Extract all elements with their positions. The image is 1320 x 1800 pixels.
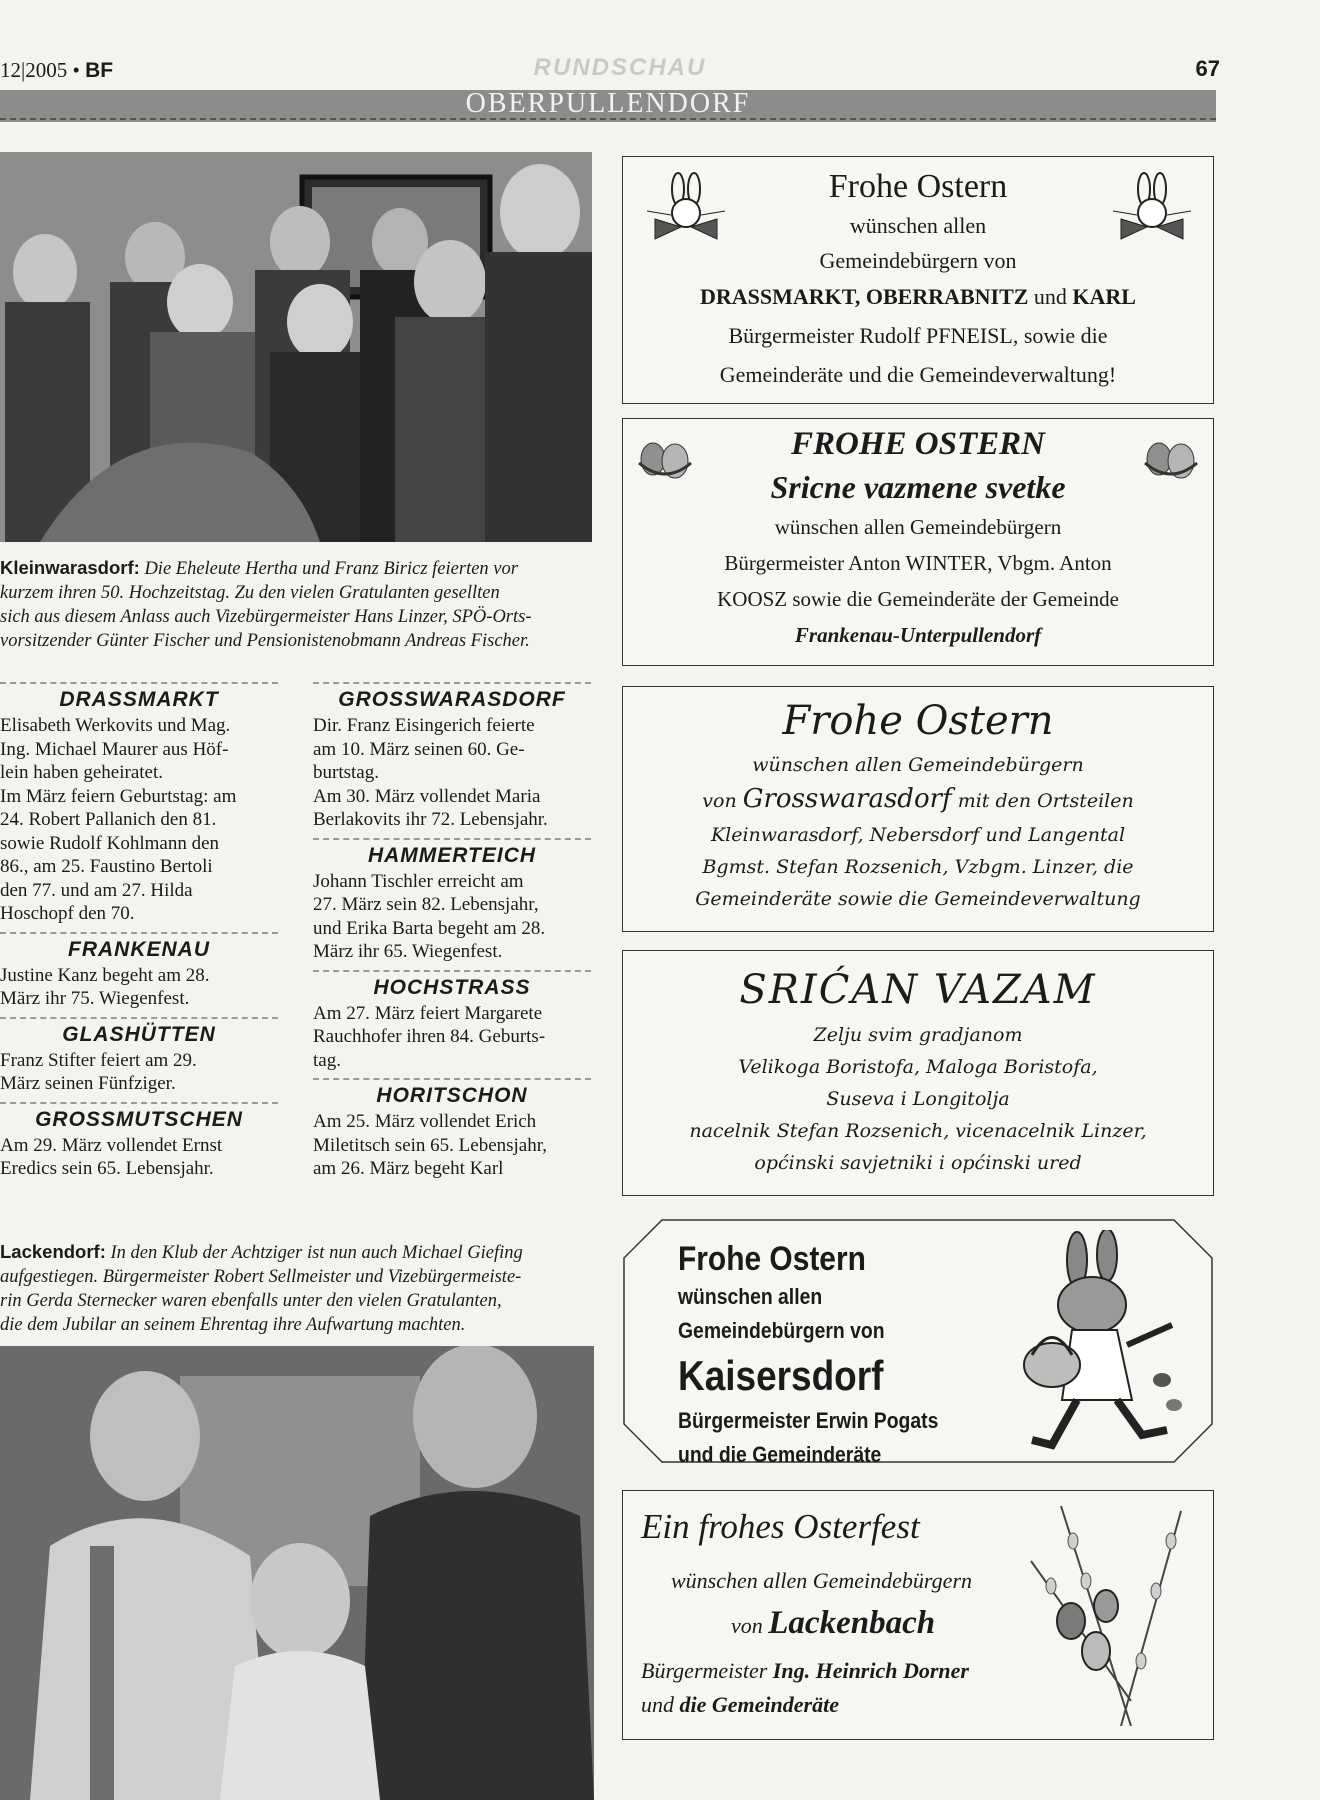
section-title: OBERPULLENDORF	[465, 88, 751, 119]
issue-code: BF	[85, 59, 114, 82]
body-line: am 26. März begeht Karl	[313, 1158, 504, 1179]
magazine-brand: RUNDSCHAU	[533, 54, 707, 81]
catkin-eggs-icon	[1021, 1501, 1201, 1726]
ad-line: Frankenau-Unterpullendorf	[794, 623, 1042, 647]
ad-strong: Ing. Heinrich Dorner	[772, 1658, 969, 1683]
body-line: März ihr 65. Wiegenfest.	[313, 941, 503, 962]
ad-place: Kaisersdorf	[678, 1352, 884, 1399]
column-left	[0, 682, 278, 1181]
ad-text: von	[702, 790, 743, 812]
ad-drassmarkt	[622, 156, 1214, 404]
body-line: 24. Robert Pallanich den 81.	[0, 809, 217, 830]
ad-strong: die Gemeinderäte	[679, 1692, 839, 1717]
body-line: Am 27. März feiert Margarete	[313, 1002, 543, 1024]
section-body	[0, 714, 278, 926]
body-line: Hoschopf den 70.	[0, 903, 135, 924]
section-body	[313, 1110, 591, 1181]
ad-boristofa	[622, 950, 1214, 1196]
ad-lackenbach	[622, 1490, 1214, 1740]
ad-line: wünschen allen Gemeindebürgern	[752, 754, 1084, 776]
ad-line: KOOSZ sowie die Gemeinderäte der Gemeinde	[717, 587, 1119, 611]
section-heading: GLASHÜTTEN	[0, 1017, 278, 1049]
ad-line: Bgmst. Stefan Rozsenich, Vzbgm. Linzer, die	[702, 856, 1134, 878]
body-line: März ihr 75. Wiegenfest.	[0, 988, 190, 1009]
section-body	[0, 1049, 278, 1096]
ad-line: wünschen allen Gemeindebürgern	[774, 515, 1062, 539]
ad-line: und die Gemeinderäte	[678, 1442, 882, 1467]
ad-title: Frohe Ostern	[678, 1240, 866, 1278]
ad-place: Grosswarasdorf	[742, 784, 952, 814]
page-number: 67	[1195, 56, 1220, 81]
caption-kleinwarasdorf	[0, 556, 600, 653]
section-heading: DRASSMARKT	[0, 682, 278, 714]
section-body	[0, 1134, 278, 1181]
body-line: lein haben geheiratet.	[0, 762, 164, 783]
section-heading: GROSSMUTSCHEN	[0, 1102, 278, 1134]
ad-kaisersdorf	[622, 1218, 1214, 1467]
easter-bunny-icon	[1111, 171, 1193, 249]
ad-line: Gemeinderäte sowie die Gemeindeverwaltung	[695, 888, 1141, 910]
ad-line: Suseva i Longitolja	[826, 1088, 1010, 1110]
ad-line: wünschen allen	[849, 213, 987, 238]
ad-line	[623, 781, 1213, 819]
body-line: tag.	[313, 1049, 341, 1071]
column-right	[313, 682, 591, 1181]
ad-line: Velikoga Boristofa, Maloga Boristofa,	[738, 1056, 1098, 1078]
photo-lackendorf	[0, 1346, 594, 1800]
group-photo-kleinwarasdorf	[0, 152, 592, 542]
caption-line: In den Klub der Achtziger ist nun auch Michael Giefing	[110, 1243, 523, 1263]
body-line: 86., am 25. Faustino Bertoli	[0, 856, 213, 877]
easter-eggs-icon	[635, 433, 695, 481]
body-line: Ing. Michael Maurer aus Höf-	[0, 738, 229, 760]
ad-title: Frohe Ostern	[828, 168, 1008, 205]
ad-line: Zelju svim gradjanom	[813, 1024, 1023, 1046]
caption-line: die dem Jubilar an seinem Ehrentag ihre Aufwartung machten.	[0, 1315, 466, 1335]
section-body	[313, 870, 591, 964]
body-line: Justine Kanz begeht am 28.	[0, 964, 210, 986]
body-line: und Erika Barta begeht am 28.	[313, 917, 546, 939]
body-line: Miletitsch sein 65. Lebensjahr,	[313, 1134, 548, 1156]
ad-title: Ein frohes Osterfest	[641, 1507, 920, 1546]
caption-lackendorf	[0, 1240, 600, 1337]
easter-bunny-icon	[645, 171, 727, 249]
ad-text: mit den Ortsteilen	[951, 790, 1134, 812]
body-line: Eredics sein 65. Lebensjahr.	[0, 1158, 214, 1179]
caption-line: sich aus diesem Anlass auch Vizebürgermeister Hans Linzer, SPÖ-Orts-	[0, 607, 532, 627]
body-line: Am 29. März vollendet Ernst	[0, 1134, 223, 1156]
body-line: burtstag.	[313, 762, 379, 783]
section-heading: GROSSWARASDORF	[313, 682, 591, 714]
body-line: den 77. und am 27. Hilda	[0, 879, 193, 901]
section-body	[0, 964, 278, 1011]
ad-line: općinski savjetniki i općinski ured	[754, 1152, 1082, 1174]
body-line: Johann Tischler erreicht am	[313, 870, 524, 892]
section-heading: HAMMERTEICH	[313, 838, 591, 870]
caption-line: Die Eheleute Hertha und Franz Biricz feierten vor	[144, 559, 518, 579]
ad-line: Gemeindebürgern von	[678, 1318, 885, 1343]
ad-line: Bürgermeister Anton WINTER, Vbgm. Anton	[724, 551, 1112, 575]
ad-line: nacelnik Stefan Rozsenich, vicenacelnik Linzer,	[689, 1120, 1147, 1142]
issue-separator: •	[72, 58, 80, 82]
section-heading: HOCHSTRASS	[313, 970, 591, 1002]
issue-number: 12|2005	[0, 58, 68, 82]
ad-text: und	[1028, 284, 1073, 309]
body-line: Berlakovits ihr 72. Lebensjahr.	[313, 809, 548, 830]
caption-line: vorsitzender Günter Fischer und Pensionistenobmann Andreas Fischer.	[0, 631, 530, 651]
ad-frankenau	[622, 418, 1214, 666]
ad-line: Gemeindebürgern von	[819, 248, 1017, 273]
ad-strong: KARL	[1072, 284, 1136, 309]
body-line: Dir. Franz Eisingerich feierte	[313, 715, 535, 736]
body-line: März seinen Fünfziger.	[0, 1073, 176, 1094]
ad-strong: DRASSMARKT, OBERRABNITZ	[700, 284, 1029, 309]
body-line: 27. März sein 82. Lebensjahr,	[313, 894, 539, 915]
caption-line: kurzem ihren 50. Hochzeitstag. Zu den vielen Gratulanten gesellten	[0, 583, 500, 603]
ad-title: FROHE OSTERN	[791, 426, 1045, 462]
body-line: Franz Stifter feiert am 29.	[0, 1049, 197, 1071]
ad-line: Kleinwarasdorf, Nebersdorf und Langental	[710, 824, 1126, 846]
section-body	[313, 1002, 591, 1073]
caption-line: aufgestiegen. Bürgermeister Robert Sellmeister und Vizebürgermeiste-	[0, 1267, 522, 1287]
caption-line: rin Gerda Sternecker waren ebenfalls unter den vielen Gratulanten,	[0, 1291, 502, 1311]
ad-subtitle: Sricne vazmene svetke	[770, 469, 1066, 505]
section-body	[313, 714, 591, 832]
ad-line: wünschen allen Gemeindebürgern	[671, 1568, 973, 1593]
ad-title: Frohe Ostern	[782, 698, 1054, 744]
body-line: Am 25. März vollendet Erich	[313, 1111, 537, 1132]
body-line: am 10. März seinen 60. Ge-	[313, 738, 525, 760]
ad-title: SRIĆAN VAZAM	[739, 967, 1097, 1013]
issue-line	[0, 58, 113, 83]
ad-line: Gemeinderäte und die Gemeindeverwaltung!	[719, 362, 1117, 387]
caption-place: Kleinwarasdorf:	[0, 557, 140, 578]
easter-eggs-icon	[1141, 433, 1201, 481]
ad-place: Lackenbach	[768, 1605, 936, 1641]
ad-text: von	[731, 1613, 769, 1638]
body-line: Elisabeth Werkovits und Mag.	[0, 715, 231, 736]
ad-line	[623, 279, 1213, 315]
ad-grosswarasdorf	[622, 686, 1214, 932]
body-line: Im März feiern Geburtstag: am	[0, 785, 237, 807]
ad-line: Bürgermeister Erwin Pogats	[678, 1408, 939, 1433]
ad-text-block	[678, 1238, 995, 1472]
ad-text: und	[641, 1692, 680, 1717]
ad-line: Bürgermeister Rudolf PFNEISL, sowie die	[728, 323, 1108, 348]
easter-bunny-basket-icon	[1022, 1230, 1192, 1455]
caption-place: Lackendorf:	[0, 1241, 106, 1262]
ad-text: Bürgermeister	[641, 1658, 773, 1683]
section-heading: HORITSCHON	[313, 1078, 591, 1110]
ad-line: wünschen allen	[678, 1284, 823, 1309]
body-line: Rauchhofer ihren 84. Geburts-	[313, 1026, 546, 1047]
body-line: sowie Rudolf Kohlmann den	[0, 832, 220, 854]
body-line: Am 30. März vollendet Maria	[313, 785, 541, 807]
section-heading: FRANKENAU	[0, 932, 278, 964]
